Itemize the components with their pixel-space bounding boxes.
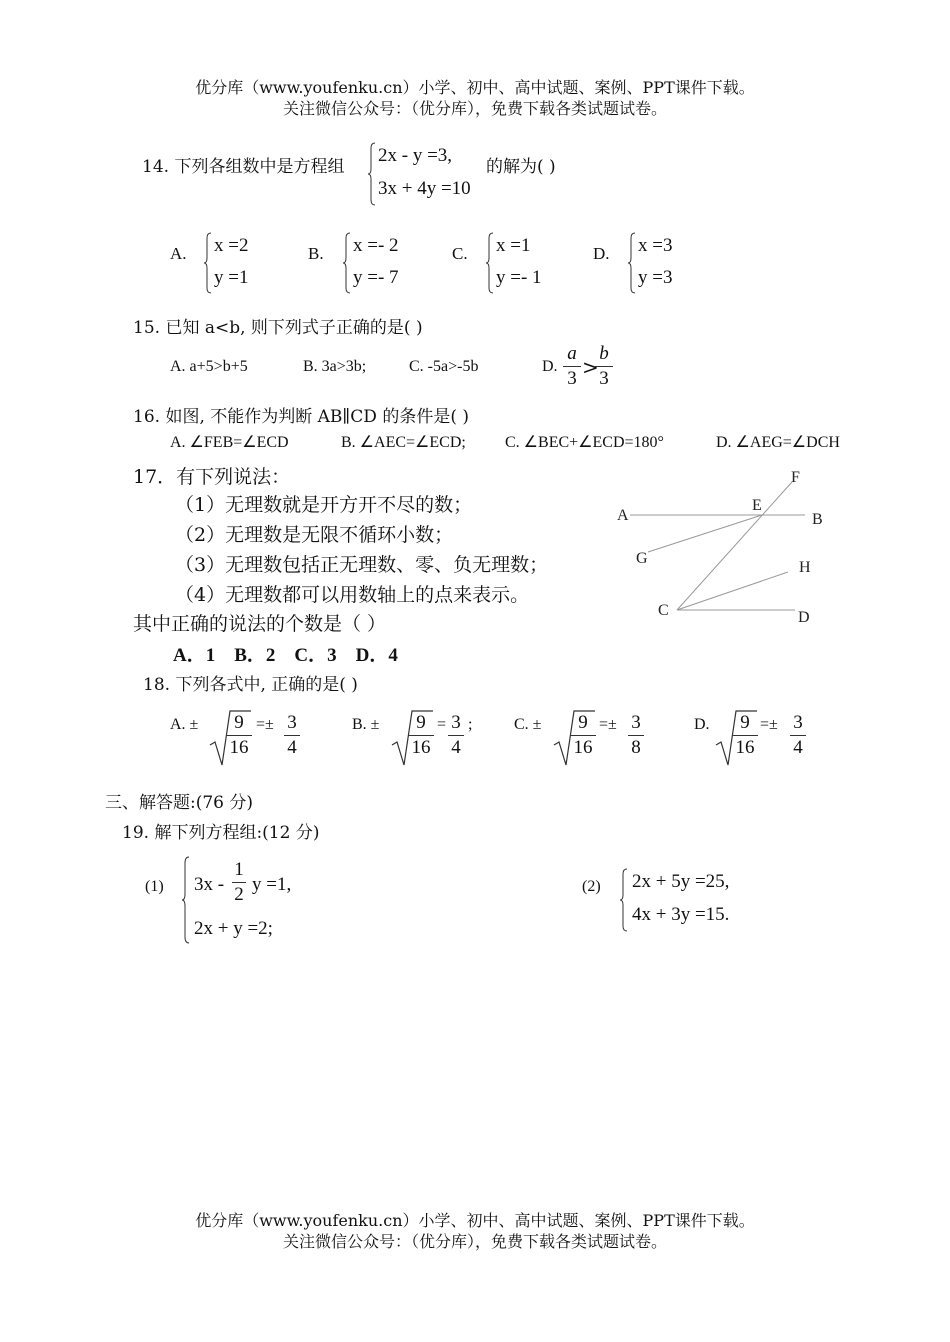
q19-part-2-system xyxy=(620,868,770,934)
q19-stem: 19. 解下列方程组:(12 分) xyxy=(122,823,320,843)
geometry-figure xyxy=(600,460,840,630)
q14-option-c-eq1: x =1 xyxy=(496,235,531,256)
fraction-denominator: 16 xyxy=(226,735,252,760)
q14-option-b-label: B. xyxy=(308,244,324,263)
brace-icon xyxy=(343,232,351,294)
q15-option-d-operator: > xyxy=(582,355,599,379)
q18-option-d-mid: =± xyxy=(760,716,778,733)
q19-part-1-eq1-a: 3x - xyxy=(194,874,225,895)
q17-item-3: （3）无理数包括正无理数、零、负无理数； xyxy=(175,554,549,576)
q18-option-d-fraction xyxy=(790,711,806,760)
q16-option-b: B. ∠AEC=∠ECD; xyxy=(341,434,466,451)
q17-stem: 17．有下列说法： xyxy=(133,466,291,488)
fraction-numerator: a xyxy=(567,343,577,364)
label-b: B xyxy=(812,511,823,528)
q18-option-c-radicand xyxy=(570,711,596,760)
fraction-denominator: 8 xyxy=(628,735,644,760)
q14-option-a-eq2: y =1 xyxy=(214,267,249,288)
brace-icon xyxy=(620,868,628,932)
fraction-denominator: 16 xyxy=(408,735,434,760)
label-e: E xyxy=(752,497,762,514)
fraction-numerator: 3 xyxy=(451,712,461,733)
q14-stem: 14. 下列各组数中是方程组 xyxy=(142,157,345,177)
q19-part-2-eq2: 4x + 3y =15. xyxy=(632,904,730,925)
label-d: D xyxy=(798,609,810,626)
q19-part-2-eq1: 2x + 5y =25, xyxy=(632,871,730,892)
brace-icon xyxy=(368,142,376,206)
q14-eq1: 2x - y =3, xyxy=(378,145,453,166)
fraction-denominator: 2 xyxy=(232,882,246,907)
q18-option-a-mid: =± xyxy=(256,716,274,733)
q18-option-c-fraction xyxy=(628,711,644,760)
brace-icon xyxy=(486,232,494,294)
q17-question: 其中正确的说法的个数是（ ） xyxy=(133,613,387,635)
fraction-denominator: 16 xyxy=(732,735,758,760)
q18-option-c-mid: =± xyxy=(599,716,617,733)
q14-eq2: 3x + 4y =10 xyxy=(378,178,471,199)
q15-option-a: A. a+5>b+5 xyxy=(170,358,248,375)
q15-option-d-fraction-1 xyxy=(563,342,581,391)
header-line-2: 关注微信公众号：（优分库），免费下载各类试题试卷。 xyxy=(282,99,667,118)
q18-option-b-mid: = xyxy=(437,716,447,733)
label-g: G xyxy=(636,550,648,567)
q18-option-b-radicand xyxy=(408,711,434,760)
label-a: A xyxy=(617,507,629,524)
fraction-denominator: 4 xyxy=(284,735,300,760)
footer-line-1: 优分库（www.youfenku.cn）小学、初中、高中试题、案例、PPT课件下载。 xyxy=(195,1211,755,1230)
line-ge xyxy=(648,515,762,552)
q14-option-d-eq2: y =3 xyxy=(638,267,673,288)
q16-stem: 16. 如图, 不能作为判断 AB∥CD 的条件是( ) xyxy=(133,407,469,427)
fraction-numerator: 9 xyxy=(416,712,426,733)
q15-stem: 15. 已知 a<b, 则下列式子正确的是( ) xyxy=(133,318,423,338)
fraction-numerator: 3 xyxy=(287,712,297,733)
fraction-numerator: 9 xyxy=(234,712,244,733)
q14-option-b-eq1: x =- 2 xyxy=(353,235,399,256)
fraction-numerator: 1 xyxy=(234,859,244,880)
fraction-denominator: 3 xyxy=(563,366,581,391)
q14-tail: 的解为( ) xyxy=(486,157,556,177)
q14-option-a-eq1: x =2 xyxy=(214,235,249,256)
q16-option-c: C. ∠BEC+∠ECD=180° xyxy=(505,434,664,451)
q14-option-a xyxy=(204,232,284,296)
q17-item-2: （2）无理数是无限不循环小数； xyxy=(175,524,454,546)
q18-option-b-tail: ; xyxy=(468,716,473,733)
q18-option-d-radicand xyxy=(732,711,758,760)
q15-option-d-fraction-2 xyxy=(595,342,613,391)
q18-option-d-label: D. xyxy=(694,716,710,733)
footer-line-2: 关注微信公众号：（优分库），免费下载各类试题试卷。 xyxy=(282,1232,667,1251)
q14-option-b xyxy=(343,232,423,296)
label-h: H xyxy=(799,559,811,576)
q15-option-d-label: D. xyxy=(542,358,558,375)
fraction-numerator: b xyxy=(599,343,609,364)
q18-option-a-radicand xyxy=(226,711,252,760)
q14-option-b-eq2: y =- 7 xyxy=(353,267,399,288)
q16-option-a: A. ∠FEB=∠ECD xyxy=(170,434,289,451)
brace-icon xyxy=(628,232,636,294)
q14-system xyxy=(368,142,498,210)
q14-option-c-label: C. xyxy=(452,244,468,263)
q16-option-d: D. ∠AEG=∠DCH xyxy=(716,434,840,451)
q15-option-c: C. -5a>-5b xyxy=(409,358,479,375)
q18-option-b-label: B. ± xyxy=(352,716,380,733)
q19-part-1-system xyxy=(182,856,322,948)
section-3-title: 三、解答题:(76 分) xyxy=(105,793,254,813)
q17-item-4: （4）无理数都可以用数轴上的点来表示。 xyxy=(175,584,530,606)
fraction-numerator: 9 xyxy=(578,712,588,733)
q15-option-b: B. 3a>3b; xyxy=(303,358,367,375)
q18-option-b-fraction xyxy=(448,711,464,760)
q14-option-d-label: D. xyxy=(593,244,610,263)
q14-option-a-label: A. xyxy=(170,244,187,263)
q19-part-1-eq1-fraction xyxy=(232,858,246,907)
brace-icon xyxy=(204,232,212,294)
fraction-denominator: 4 xyxy=(790,735,806,760)
q19-part-2-label: (2) xyxy=(582,878,601,895)
q19-part-1-label: (1) xyxy=(145,878,164,895)
fraction-numerator: 9 xyxy=(740,712,750,733)
fraction-numerator: 3 xyxy=(631,712,641,733)
q18-option-a-fraction xyxy=(284,711,300,760)
q14-option-c-eq2: y =- 1 xyxy=(496,267,542,288)
q17-item-1: （1）无理数就是开方开不尽的数； xyxy=(175,494,473,516)
fraction-denominator: 3 xyxy=(595,366,613,391)
brace-icon xyxy=(182,856,190,944)
fraction-denominator: 16 xyxy=(570,735,596,760)
fraction-numerator: 3 xyxy=(793,712,803,733)
label-c: C xyxy=(658,602,669,619)
q19-part-1-eq1-b: y =1, xyxy=(252,874,292,895)
fraction-denominator: 4 xyxy=(448,735,464,760)
header-line-1: 优分库（www.youfenku.cn）小学、初中、高中试题、案例、PPT课件下载。 xyxy=(195,78,755,97)
q18-stem: 18. 下列各式中, 正确的是( ) xyxy=(143,675,358,695)
q19-part-1-eq2: 2x + y =2; xyxy=(194,918,273,939)
q14-option-d-eq1: x =3 xyxy=(638,235,673,256)
q18-option-c-label: C. ± xyxy=(514,716,542,733)
q17-options: A．1 B．2 C．3 D．4 xyxy=(173,645,398,666)
q14-option-d xyxy=(628,232,708,296)
q18-option-a-label: A. ± xyxy=(170,716,199,733)
label-f: F xyxy=(791,469,800,486)
q14-option-c xyxy=(486,232,566,296)
